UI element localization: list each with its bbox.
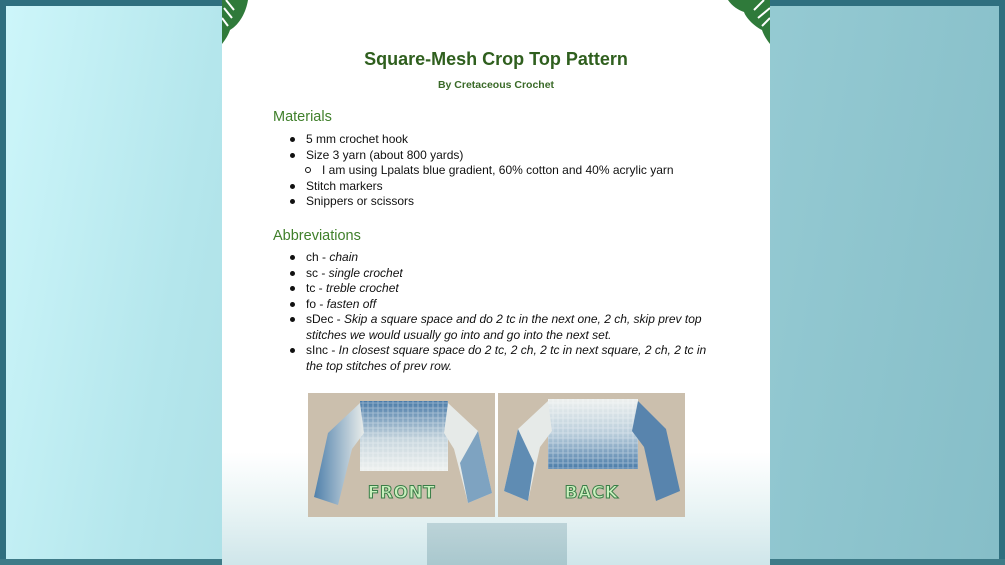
front-label: FRONT (367, 483, 436, 503)
list-item (283, 343, 721, 374)
materials-heading: Materials (273, 109, 332, 125)
list-item (283, 312, 721, 343)
abbreviation-definition: single crochet (328, 265, 403, 280)
document-page (222, 0, 770, 565)
list-item: Stitch markers (283, 179, 674, 195)
back-photo (498, 393, 685, 517)
abbreviation-definition: treble crochet (326, 281, 399, 295)
abbreviations-heading: Abbreviations (273, 228, 361, 244)
abbreviation-definition: Skip a square space and do 2 tc in the next one, 2 ch, skip prev top stitches we would usually go into and go into the next set. (306, 312, 702, 342)
abbreviation-definition: In closest square space do 2 tc, 2 ch, 2 tc in next square, 2 ch, 2 tc in the top stitches of prev row. (306, 343, 707, 373)
list-item: Snippers or scissors (283, 194, 674, 210)
list-item (283, 250, 721, 266)
list-sub-item: I am using Lpalats blue gradient, 60% cotton and 40% acrylic yarn (283, 163, 674, 179)
list-item: Size 3 yarn (about 800 yards) (283, 148, 674, 164)
abbreviation-term: tc - (306, 281, 326, 295)
next-image-preview (427, 523, 567, 565)
abbreviation-term: sc - (306, 265, 329, 280)
list-item: 5 mm crochet hook (283, 132, 674, 148)
abbreviation-definition: fasten off (326, 296, 377, 311)
abbreviation-term: sInc - (306, 343, 339, 357)
abbreviation-definition: chain (329, 250, 359, 264)
abbreviation-term: ch - (306, 250, 330, 264)
abbreviation-term: sDec - (306, 312, 345, 326)
materials-list (283, 132, 674, 210)
abbreviation-term: fo - (306, 296, 327, 311)
monstera-leaf-icon (222, 0, 248, 44)
monstera-leaf-icon (724, 0, 770, 44)
list-item (283, 281, 721, 297)
back-label: BACK (564, 483, 619, 503)
page-title: Square-Mesh Crop Top Pattern (364, 49, 628, 69)
author-byline: By Cretaceous Crochet (437, 79, 555, 91)
front-photo (308, 393, 495, 517)
list-item (283, 266, 721, 282)
abbreviations-list (283, 250, 721, 374)
list-item (283, 297, 721, 313)
